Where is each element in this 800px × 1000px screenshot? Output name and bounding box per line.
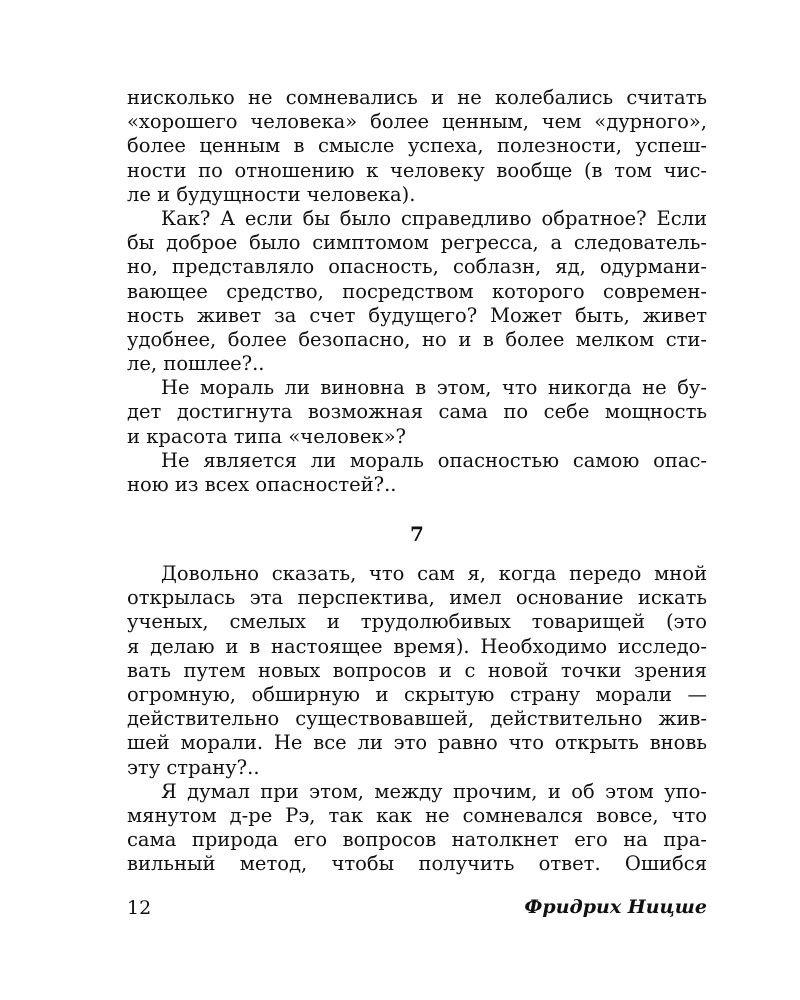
text-line: более ценным в смысле успеха, полезности, успеш-: [127, 134, 707, 158]
text-line: огромную, обширную и скрытую страну морали —: [127, 682, 707, 706]
text-line: «хорошего человека» более ценным, чем «дурного»,: [127, 110, 707, 134]
text-line: действительно существовавшей, действительно жив-: [127, 707, 707, 731]
text-line: ности по отношению к человеку вообще (в том чис-: [127, 158, 707, 182]
text-line: Довольно сказать, что сам я, когда передо мной: [161, 562, 707, 585]
text-line: Не является ли мораль опасностью самою опас-: [161, 448, 707, 472]
text-line: открылась эта перспектива, имел основание искать: [127, 586, 707, 610]
text-line: шей морали. Не все ли это равно что открыть вновь: [127, 731, 707, 755]
text-line: но, представляло опасность, соблазн, яд, одурмани-: [127, 255, 707, 279]
text-line: Я думал при этом, между прочим, и об этом упо-: [161, 779, 707, 803]
text-line: нисколько не сомневались и не колебались считать: [127, 86, 707, 109]
paragraph: [127, 780, 707, 877]
paragraph: [127, 376, 707, 449]
paragraph: [127, 207, 707, 376]
text-line: Как? А если бы было справедливо обратное? Если: [161, 206, 707, 230]
text-line: вильный метод, чтобы получить ответ. Ошибся: [127, 852, 707, 876]
bottom-text-block: [127, 562, 707, 876]
text-line: я делаю и в настоящее время). Необходимо исследо-: [127, 634, 707, 658]
section-number: 7: [410, 522, 424, 546]
text-line: дет достигнута возможная сама по себе мощность: [127, 400, 707, 424]
text-line: ученых, смелых и трудолюбивых товарищей (это: [127, 610, 707, 634]
text-line: ле, пошлее?..: [127, 352, 265, 376]
text-line: Не мораль ли виновна в этом, что никогда не бу-: [161, 376, 707, 400]
text-line: ле и будущности человека).: [127, 182, 416, 206]
text-line: вать путем новых вопросов и с новой точки зрения: [127, 658, 707, 682]
top-text-block: [127, 86, 707, 497]
paragraph: [127, 449, 707, 497]
page-number: 12: [127, 897, 152, 919]
text-line: вающее средство, посредством которого современ-: [127, 279, 707, 303]
text-line: и красота типа «человек»?: [127, 424, 406, 448]
text-line: удобнее, более безопасно, но и в более мелком сти-: [127, 327, 707, 351]
text-line: ность живет за счет будущего? Может быть, живет: [127, 303, 707, 327]
text-line: эту страну?..: [127, 755, 260, 779]
paragraph: [127, 562, 707, 780]
paragraph: [127, 86, 707, 207]
text-line: бы доброе было симптомом регресса, а следователь-: [127, 231, 707, 255]
text-line: ною из всех опасностей?..: [127, 473, 397, 496]
text-line: сама природа его вопросов натолкнет его на пра-: [127, 828, 707, 852]
running-footer-author: Фридрих Ницше: [524, 896, 707, 918]
text-line: мянутом д-ре Рэ, так как не сомневался вовсе, что: [127, 803, 707, 827]
